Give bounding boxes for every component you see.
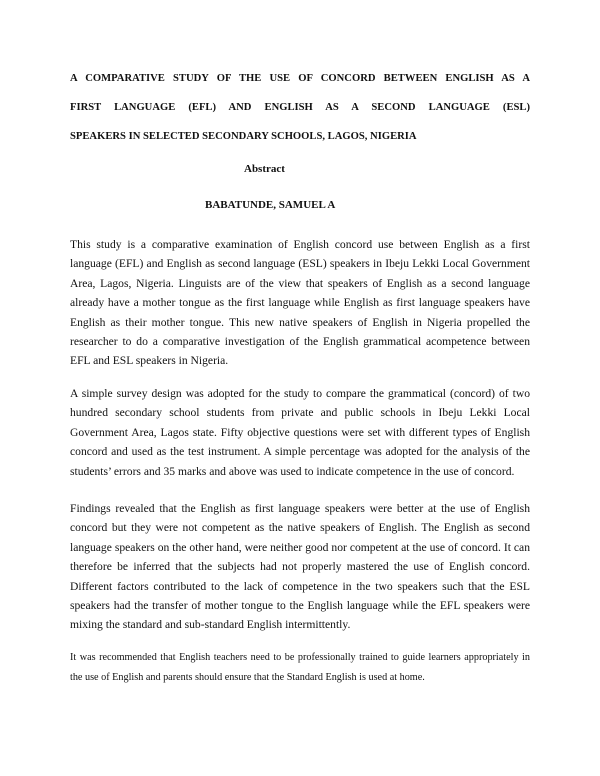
title-line: FIRST LANGUAGE (EFL) AND ENGLISH AS A SECOND LANGUAGE (ESL) bbox=[70, 102, 530, 113]
title-line: A COMPARATIVE STUDY OF THE USE OF CONCORD BETWEEN ENGLISH AS A bbox=[70, 73, 530, 84]
abstract-paragraph: This study is a comparative examination of English concord use between English as a first language (EFL) and English as second language (ESL) speakers in Ibeju Lekki Local Government Area, Lagos, Nigeria. Linguists are of the view that speakers of English as a second language already have a mother tongue as the first language while English as first language speakers have English as their mother tongue. This new native speakers of English in Nigeria propelled the researcher to do a comparative investigation of the English grammatical acompetence between EFL and ESL speakers in Nigeria. bbox=[70, 238, 530, 368]
paper-title bbox=[70, 64, 530, 151]
abstract-paragraph: Findings revealed that the English as first language speakers were better at the use of English concord but they were not competent as the native speakers of English. The English as second language speakers on the other hand, were neither good nor competent at the use of concord. It can therefore be inferred that the subjects had not properly mastered the use of English concord. Different factors contributed to the lack of competence in the two speakers such that the ESL speakers had the transfer of mother tongue to the English language while the EFL speakers were mixing the standard and sub-standard English intermittently. bbox=[70, 502, 530, 632]
author-name: BABATUNDE, SAMUEL A bbox=[205, 199, 336, 211]
abstract-paragraph: A simple survey design was adopted for the study to compare the grammatical (concord) of two hundred secondary school students from private and public schools in Ibeju Lekki Local Government Area, Lagos state. Fifty objective questions were set with different types of English concord and used as the test instrument. A simple percentage was adopted for the analysis of the students’ errors and 35 marks and above was used to indicate competence in the use of concord. bbox=[70, 387, 530, 478]
title-line: SPEAKERS IN SELECTED SECONDARY SCHOOLS, LAGOS, NIGERIA bbox=[70, 131, 417, 142]
abstract-paragraph: It was recommended that English teachers need to be professionally trained to guide learners appropriately in the use of English and parents should ensure that the Standard English is used at home. bbox=[70, 652, 530, 683]
abstract-heading: Abstract bbox=[244, 163, 285, 175]
